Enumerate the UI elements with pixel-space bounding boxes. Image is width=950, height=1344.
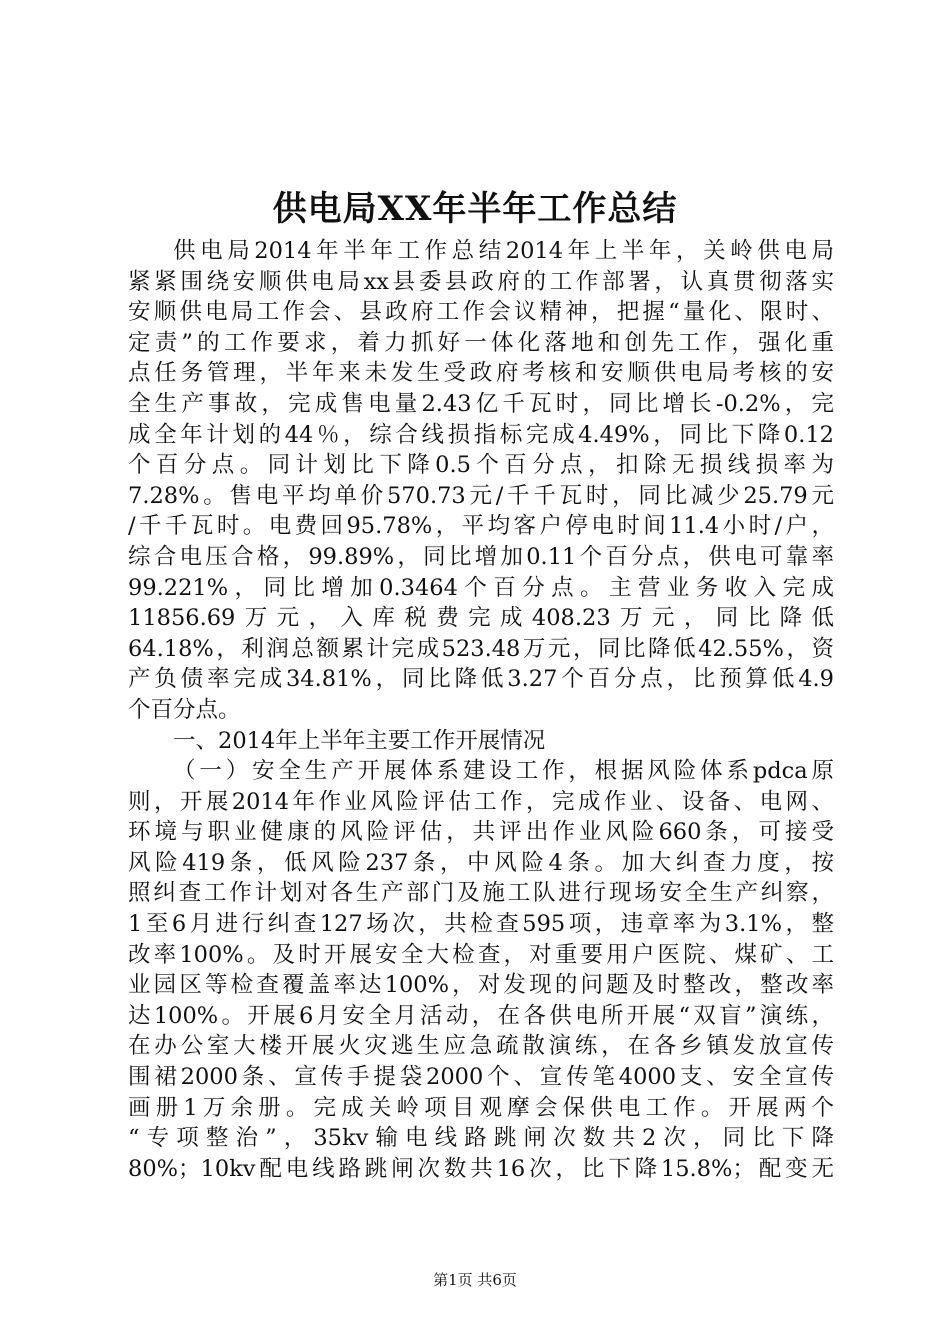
body-line: 达100%。开展6月安全月活动，在各供电所开展“双盲”演练， (128, 1002, 834, 1029)
body-line: 安顺供电局工作会、县政府工作会议精神，把握“量化、限时、 (128, 299, 834, 326)
body-line: 产负债率完成34.81%，同比降低3.27个百分点，比预算低4.9 (128, 666, 834, 693)
document-title: 供电局XX年半年工作总结 (272, 189, 678, 229)
document-body (128, 236, 834, 1184)
body-line: 照纠查工作计划对各生产部门及施工队进行现场安全生产纠察， (128, 880, 834, 907)
body-line: 则，开展2014年作业风险评估工作，完成作业、设备、电网、 (128, 788, 834, 815)
page-footer: 第1页 共6页 (433, 1271, 517, 1289)
body-line: 成全年计划的44％，综合线损指标完成4.49%，同比下降0.12 (128, 421, 834, 448)
body-line: 在办公室大楼开展火灾逃生应急疏散演练，在各乡镇发放宣传 (128, 1033, 834, 1060)
section-heading: 一、2014年上半年主要工作开展情况 (173, 727, 546, 754)
body-line: 紧紧围绕安顺供电局xx县委县政府的工作部署，认真贯彻落实 (128, 268, 834, 295)
body-line: 个百分点。同计划比下降0.5个百分点，扣除无损线损率为 (128, 452, 834, 479)
body-line: 全生产事故，完成售电量2.43亿千瓦时，同比增长-0.2%，完 (128, 390, 834, 417)
body-line: 围裙2000条、宣传手提袋2000个、宣传笔4000支、安全宣传 (128, 1064, 834, 1091)
body-line: 业园区等检查覆盖率达100%，对发现的问题及时整改，整改率 (128, 972, 834, 999)
body-line: （一）安全生产开展体系建设工作，根据风险体系pdca原 (173, 758, 834, 785)
body-line: 改率100%。及时开展安全大检查，对重要用户医院、煤矿、工 (128, 941, 834, 968)
body-line: 环境与职业健康的风险评估，共评出作业风险660条，可接受 (128, 819, 834, 846)
body-line: “专项整治”，35kv输电线路跳闸次数共2次，同比下降 (128, 1125, 834, 1152)
body-line: 定责”的工作要求，着力抓好一体化落地和创先工作，强化重 (128, 329, 834, 356)
body-line: 7.28%。售电平均单价570.73元/千千瓦时，同比减少25.79元 (128, 482, 834, 509)
body-line: 风险419条，低风险237条，中风险4条。加大纠查力度，按 (128, 849, 834, 876)
body-line: 64.18%，利润总额累计完成523.48万元，同比降低42.55%，资 (128, 635, 834, 662)
body-line: 画册1万余册。完成关岭项目观摩会保供电工作。开展两个 (128, 1094, 834, 1121)
body-line: 11856.69万元，入库税费完成408.23万元，同比降低 (128, 605, 834, 632)
body-line: 1至6月进行纠查127场次，共检查595项，违章率为3.1%，整 (128, 911, 834, 938)
body-line: 综合电压合格，99.89%，同比增加0.11个百分点，供电可靠率 (128, 543, 834, 570)
body-line: 供电局2014年半年工作总结2014年上半年，关岭供电局 (173, 238, 834, 264)
body-line: 点任务管理，半年来未发生受政府考核和安顺供电局考核的安 (128, 360, 834, 387)
body-line: 个百分点。 (128, 696, 241, 723)
body-line: 80%；10kv配电线路跳闸次数共16次，比下降15.8%；配变无 (128, 1155, 834, 1182)
body-line: /千千瓦时。电费回95.78%，平均客户停电时间11.4小时/户， (128, 513, 834, 540)
body-line: 99.221%，同比增加0.3464个百分点。主营业务收入完成 (128, 574, 834, 601)
